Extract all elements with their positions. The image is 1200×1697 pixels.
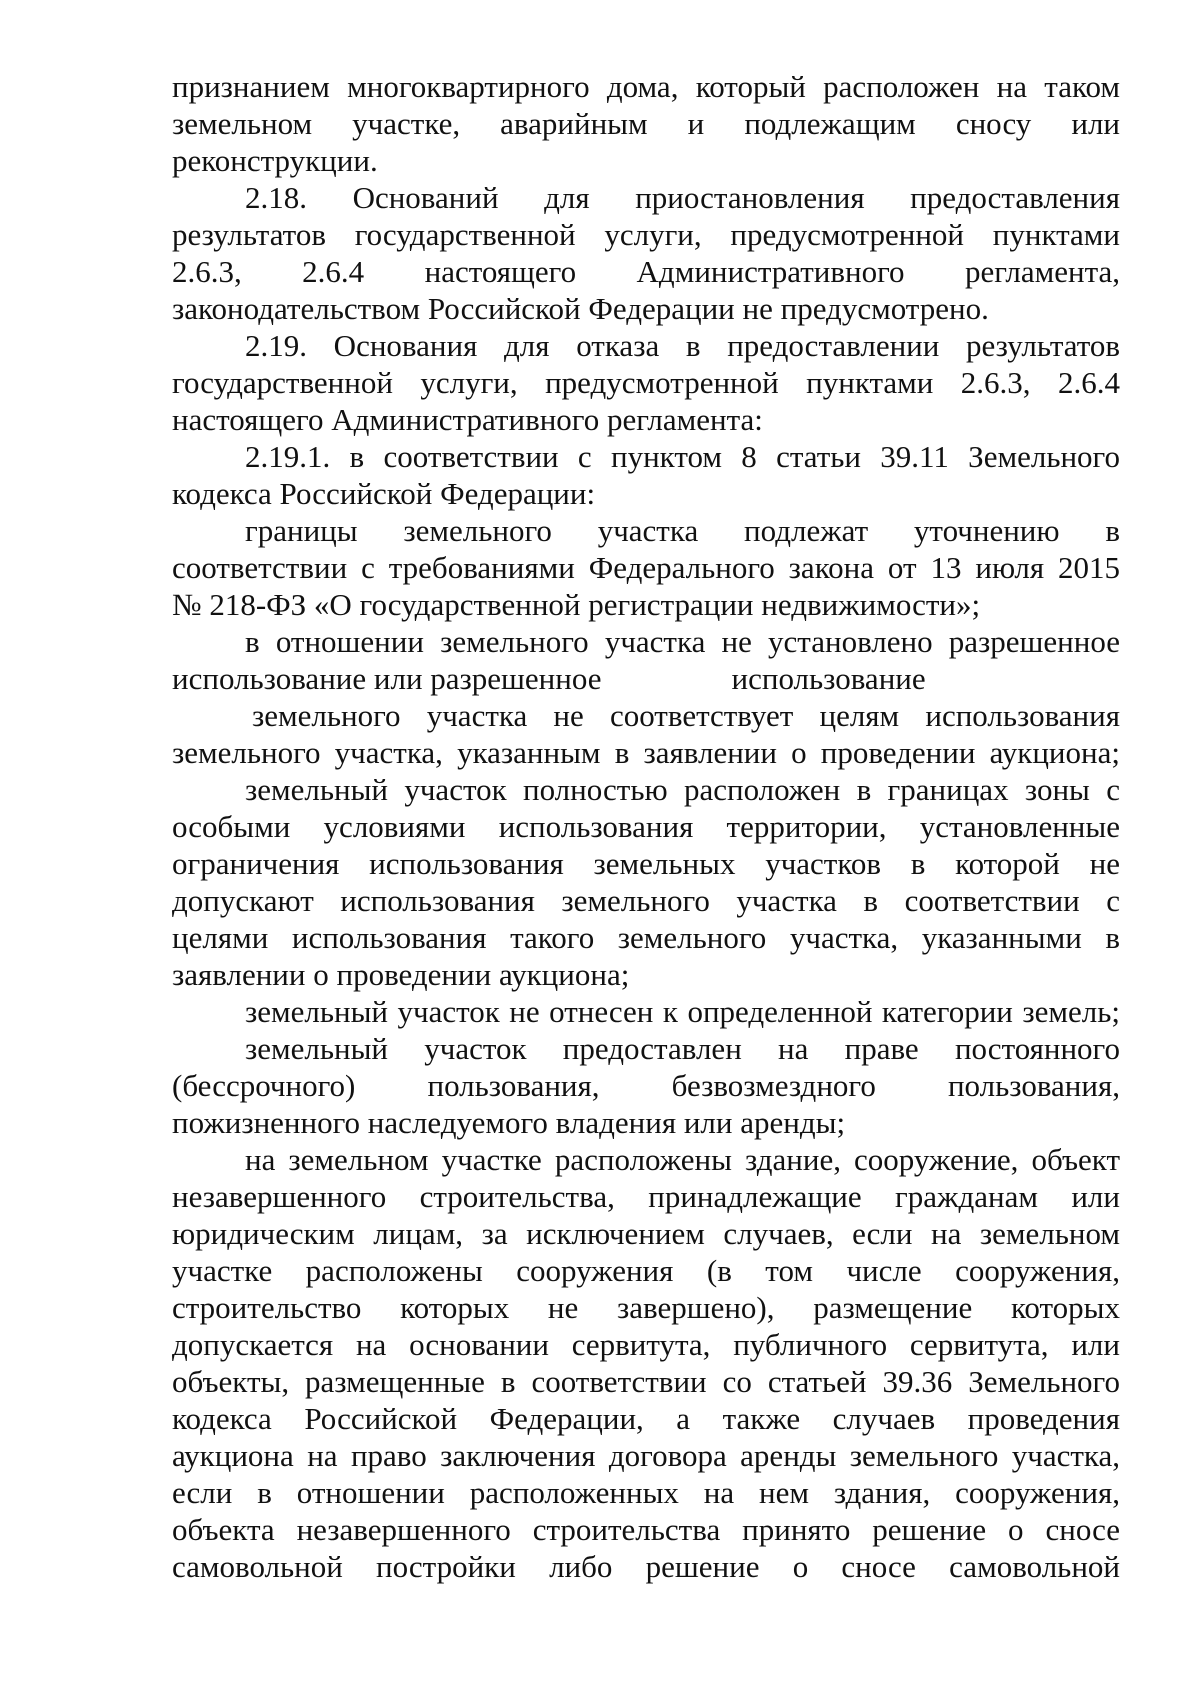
text-line: настоящего Административного регламента:: [172, 402, 763, 437]
text-line: кодекса Российской Федерации:: [172, 476, 596, 511]
text-fragment: использование: [731, 661, 926, 696]
text-line: объекты, размещенные в соответствии со статьей 39.36 Земельного: [172, 1364, 1120, 1399]
text-line: незавершенного строительства, принадлежащие гражданам или: [172, 1179, 1120, 1214]
list-item-boundaries: границы земельного участка подлежат уточнению в: [245, 513, 1120, 548]
text-line: особыми условиями использования территории, установленные: [172, 809, 1120, 844]
text-line: 2.6.3, 2.6.4 настоящего Административного регламента,: [172, 254, 1120, 289]
text-line: соответствии с требованиями Федерального закона от 13 июля 2015: [172, 550, 1120, 585]
text-line: результатов государственной услуги, предусмотренной пунктами: [172, 217, 1120, 252]
text-line: строительство которых не завершено), размещение которых: [172, 1290, 1120, 1325]
text-line: самовольной постройки либо решение о сносе самовольной: [172, 1549, 1120, 1584]
text-line: реконструкции.: [172, 143, 378, 178]
text-line-split: [172, 660, 1120, 697]
text-line: (бессрочного) пользования, безвозмездного пользования,: [172, 1068, 1120, 1103]
text-line: заявлении о проведении аукциона;: [172, 957, 630, 992]
list-item-category: земельный участок не отнесен к определенной категории земель;: [245, 994, 1120, 1029]
text-line: земельного участка, указанным в заявлении о проведении аукциона;: [172, 735, 1120, 770]
document-page: [172, 68, 1120, 1585]
text-line: допускается на основании сервитута, публичного сервитута, или: [172, 1327, 1120, 1362]
text-line: № 218-ФЗ «О государственной регистрации недвижимости»;: [172, 587, 981, 622]
paragraph-2-18-start: 2.18. Оснований для приостановления предоставления: [245, 180, 1120, 215]
text-line: объекта незавершенного строительства принято решение о сносе: [172, 1512, 1120, 1547]
text-line: кодекса Российской Федерации, а также случаев проведения: [172, 1401, 1120, 1436]
text-line: участке расположены сооружения (в том числе сооружения,: [172, 1253, 1120, 1288]
text-line: земельном участке, аварийным и подлежащим сносу или: [172, 106, 1120, 141]
text-line: пожизненного наследуемого владения или аренды;: [172, 1105, 846, 1140]
text-line: законодательством Российской Федерации не предусмотрено.: [172, 291, 989, 326]
text-line: если в отношении расположенных на нем здания, сооружения,: [172, 1475, 1120, 1510]
list-item-buildings: на земельном участке расположены здание, сооружение, объект: [245, 1142, 1120, 1177]
list-item-special-zone: земельный участок полностью расположен в границах зоны с: [245, 772, 1120, 807]
paragraph-2-19-start: 2.19. Основания для отказа в предоставлении результатов: [245, 328, 1120, 363]
text-line: государственной услуги, предусмотренной пунктами 2.6.3, 2.6.4: [172, 365, 1120, 400]
list-item-provided: земельный участок предоставлен на праве постоянного: [245, 1031, 1120, 1066]
text-line: земельного участка не соответствует целям использования: [252, 698, 1120, 733]
text-line: аукциона на право заключения договора аренды земельного участка,: [172, 1438, 1120, 1473]
text-line: целями использования такого земельного участка, указанными в: [172, 920, 1120, 955]
list-item-permitted-use: в отношении земельного участка не установлено разрешенное: [245, 624, 1120, 659]
text-fragment: использование или разрешенное: [172, 661, 602, 696]
text-line: юридическим лицам, за исключением случаев, если на земельном: [172, 1216, 1120, 1251]
text-line: ограничения использования земельных участков в которой не: [172, 846, 1120, 881]
text-line: допускают использования земельного участка в соответствии с: [172, 883, 1120, 918]
paragraph-2-19-1-start: 2.19.1. в соответствии с пунктом 8 статьи 39.11 Земельного: [245, 439, 1120, 474]
text-line: признанием многоквартирного дома, который расположен на таком: [172, 69, 1120, 104]
